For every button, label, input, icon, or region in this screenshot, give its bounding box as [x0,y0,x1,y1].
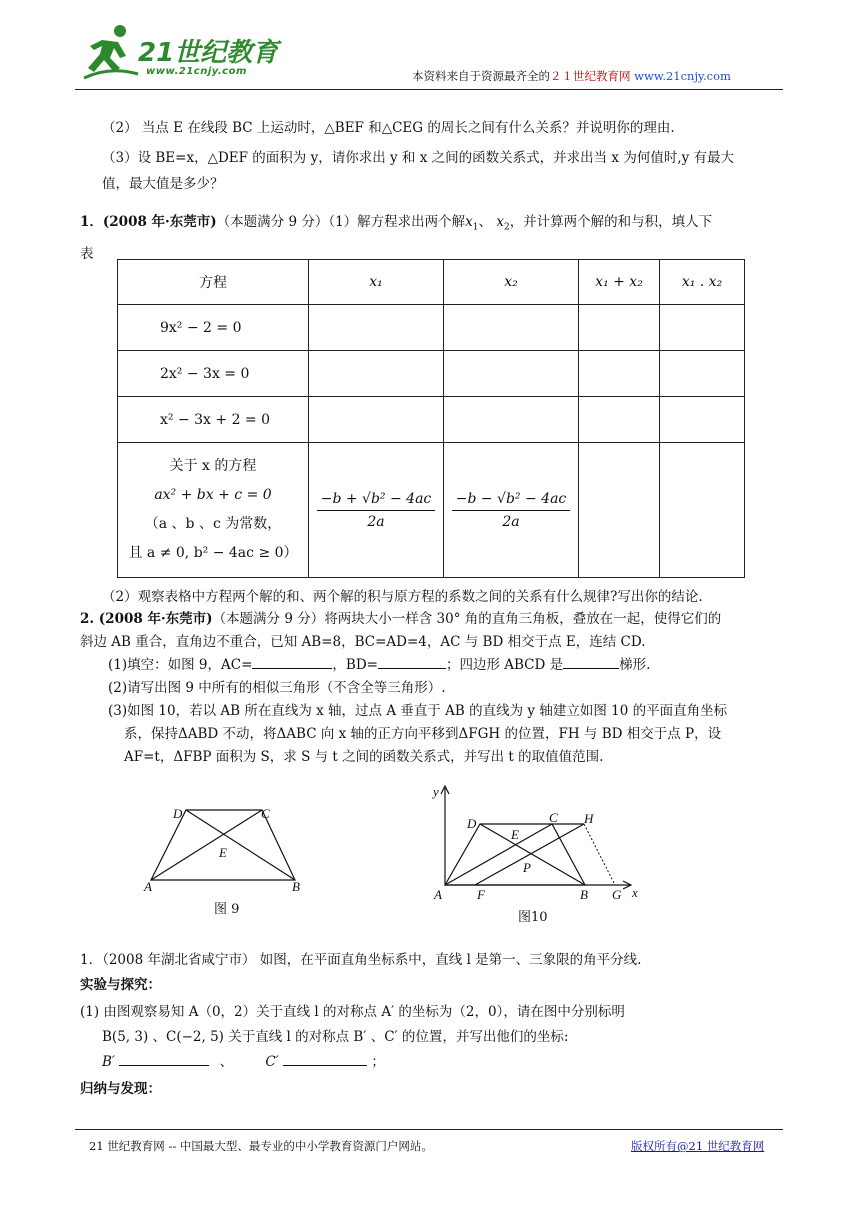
equation-table [117,259,745,578]
b-prime-label: B′ [102,1054,115,1070]
table-cell[interactable] [579,305,660,351]
table-row [118,351,745,397]
table-cell[interactable] [579,351,660,397]
intro-q3-line2: 值，最大值是多少？ [102,176,224,192]
intro-q2: （2） 当点 E 在线段 BC 上运动时，△BEF 和△CEG 的周长之间有什么关系？并说明你的理由. [102,120,675,136]
problem2-q3-line3: AF=t，ΔFBP 面积为 S，求 S 与 t 之间的函数关系式，并写出 t 的取值值范围. [124,749,604,765]
problem2-q1-b: ，BD= [332,657,378,673]
general-label-line: （a 、b 、c 为常数， [144,516,282,532]
table-cell[interactable] [444,397,579,443]
general-x2-formula [452,491,571,530]
problem3-answer-line [102,1050,385,1070]
table-cell[interactable] [579,443,660,578]
header-note [412,68,731,84]
fig9-label-a: A [144,879,152,894]
general-label-line: 关于 x 的方程 [169,458,257,474]
fig10-caption: 图10 [518,910,548,925]
table-equation-cell: 2x² − 3x = 0 [118,351,309,397]
general-x2-numerator: −b − √b² − 4ac [452,491,571,511]
logo-title: 21世纪教育 [138,38,279,68]
header-note-site[interactable]: ２１世纪教育网 [550,69,631,83]
logo [80,22,280,82]
table-cell[interactable] [660,443,745,578]
fig10-label-a: A [434,887,442,902]
intro-q3-line1: （3）设 BE=x，△DEF 的面积为 y，请你求出 y 和 x 之间的函数关系式，并求出当 x 为何值时,y 有最大 [102,150,735,166]
fig9-label-b: B [292,879,300,894]
general-x1-numerator: −b + √b² − 4ac [317,491,436,511]
table-cell[interactable] [309,351,444,397]
fig10-label-e: E [511,827,519,842]
b-prime-blank[interactable] [119,1053,209,1066]
table-equation-cell: 9x² − 2 = 0 [118,305,309,351]
fig10-label-x: x [632,885,638,900]
logo-url: www.21cnjy.com [146,66,247,77]
trapezoid-blank[interactable] [563,656,619,669]
header-note-url[interactable]: www.21cnjy.com [634,69,731,83]
problem1-line1: 1．(2008 年·东莞市)（本题满分 9 分）（1）解方程求出两个解$x_1$、 $x_2$，并计算两个解的和与积，填人下 [80,214,713,233]
table-cell[interactable] [660,305,745,351]
table-cell[interactable] [660,397,745,443]
problem3-heading-explore: 实验与探究： [80,977,161,993]
general-x2-cell [444,443,579,578]
problem2-q1-d: 梯形. [619,657,651,673]
figure-10 [425,782,650,927]
table-row [118,397,745,443]
table-header-equation: 方程 [118,260,309,305]
problem3-q1-line2: B(5, 3) 、C(−2, 5) 关于直线 l 的对称点 B′ 、C′ 的位置，并写出他们的坐标: [102,1029,569,1045]
table-header-row [118,260,745,305]
table-general-label [118,443,309,578]
problem2-line2: 斜边 AB 重合，直角边不重合，已知 AB=8，BC=AD=4，AC 与 BD 相交于点 E，连结 CD. [80,634,646,650]
fig10-label-g: G [612,887,622,902]
header-divider [75,89,783,90]
fig10-label-c: C [549,810,558,825]
problem2-q1-c: ；四边形 ABCD 是 [445,657,564,673]
header-note-prefix: 本资料来自于资源最齐全的 [412,69,550,83]
problem2-number: 2. (2008 年·东莞市) [80,611,213,627]
general-x1-formula [317,491,436,530]
table-row [118,305,745,351]
problem2-line1 [80,607,721,627]
general-label-line: ax² + bx + c = 0 [154,487,272,503]
ac-blank[interactable] [252,656,332,669]
problem3-q1-line1: (1) 由图观察易知 A（0，2）关于直线 l 的对称点 A′ 的坐标为（2，0），请在图中分别标明 [80,1004,625,1020]
fig10-label-p: P [523,860,531,875]
table-equation-cell: x² − 3x + 2 = 0 [118,397,309,443]
problem1-line2: 表 [80,246,94,262]
figure-9 [140,800,310,920]
fig10-label-h: H [584,811,594,826]
table-cell[interactable] [444,305,579,351]
c-prime-blank[interactable] [283,1053,367,1066]
footer-left: 21 世纪教育网 -- 中国最大型、最专业的中小学教育资源门户网站。 [89,1139,433,1153]
table-header-product: x₁ . x₂ [660,260,745,305]
fig9-label-e: E [219,845,227,860]
table-header-x1: x₁ [309,260,444,305]
problem1-text: （本题满分 9 分）（1）解方程求出两个解 [216,214,466,230]
answer-separator: 、 [219,1054,234,1070]
fig9-caption: 图 9 [214,902,240,917]
table-cell[interactable] [444,351,579,397]
table-general-row [118,443,745,578]
problem1-number: 1．(2008 年·东莞市) [80,214,217,230]
problem3-line1: 1．（2008 年湖北省咸宁市） 如图，在平面直角坐标系中，直线 l 是第一、三象限的角平分线. [80,952,642,968]
fig9-label-d: D [173,806,183,821]
general-x1-cell [309,443,444,578]
answer-end: ； [371,1054,385,1070]
problem3-heading-summary: 归纳与发现： [80,1081,161,1097]
footer-divider [75,1129,783,1130]
problem1-part2: （2）观察表格中方程两个解的和、两个解的积与原方程的系数之间的关系有什么规律?写出你的结论. [102,589,703,605]
table-cell[interactable] [660,351,745,397]
fig10-label-b: B [580,887,588,902]
c-prime-label: C′ [265,1054,279,1070]
table-header-sum: x₁ + x₂ [579,260,660,305]
runner-logo-icon [80,22,140,80]
general-x2-denominator: 2a [502,513,520,530]
general-label-line: 且 a ≠ 0, b² − 4ac ≥ 0） [128,545,298,561]
fig10-label-f: F [477,887,485,902]
fig10-label-d: D [467,816,477,831]
table-cell[interactable] [309,397,444,443]
problem2-text: （本题满分 9 分）将两块大小一样含 30° 角的直角三角板，叠放在一起，使得它们的 [212,611,722,627]
problem1-text-tail: ，并计算两个解的和与积，填人下 [509,214,713,230]
problem2-q3-line1: (3)如图 10，若以 AB 所在直线为 x 轴，过点 A 垂直于 AB 的直线为 y 轴建立如图 10 的平面直角坐标 [108,703,728,719]
general-x1-denominator: 2a [367,513,385,530]
fig10-label-y: y [433,784,439,799]
table-cell[interactable] [309,305,444,351]
table-header-x2: x₂ [444,260,579,305]
bd-blank[interactable] [378,656,446,669]
figure-10-drawing [425,782,650,902]
fig9-label-c: C [261,806,270,821]
problem2-q1-a: (1)填空：如图 9，AC= [108,657,253,673]
problem2-q2: (2)请写出图 9 中所有的相似三角形（不含全等三角形）. [108,680,446,696]
problem2-q3-line2: 系，保持ΔABD 不动，将ΔABC 向 x 轴的正方向平移到ΔFGH 的位置，FH 与 BD 相交于点 P，设 [124,726,722,742]
problem2-q1 [108,653,650,673]
table-cell[interactable] [579,397,660,443]
footer-copyright-link[interactable]: 版权所有@21 世纪教育网 [631,1139,765,1153]
